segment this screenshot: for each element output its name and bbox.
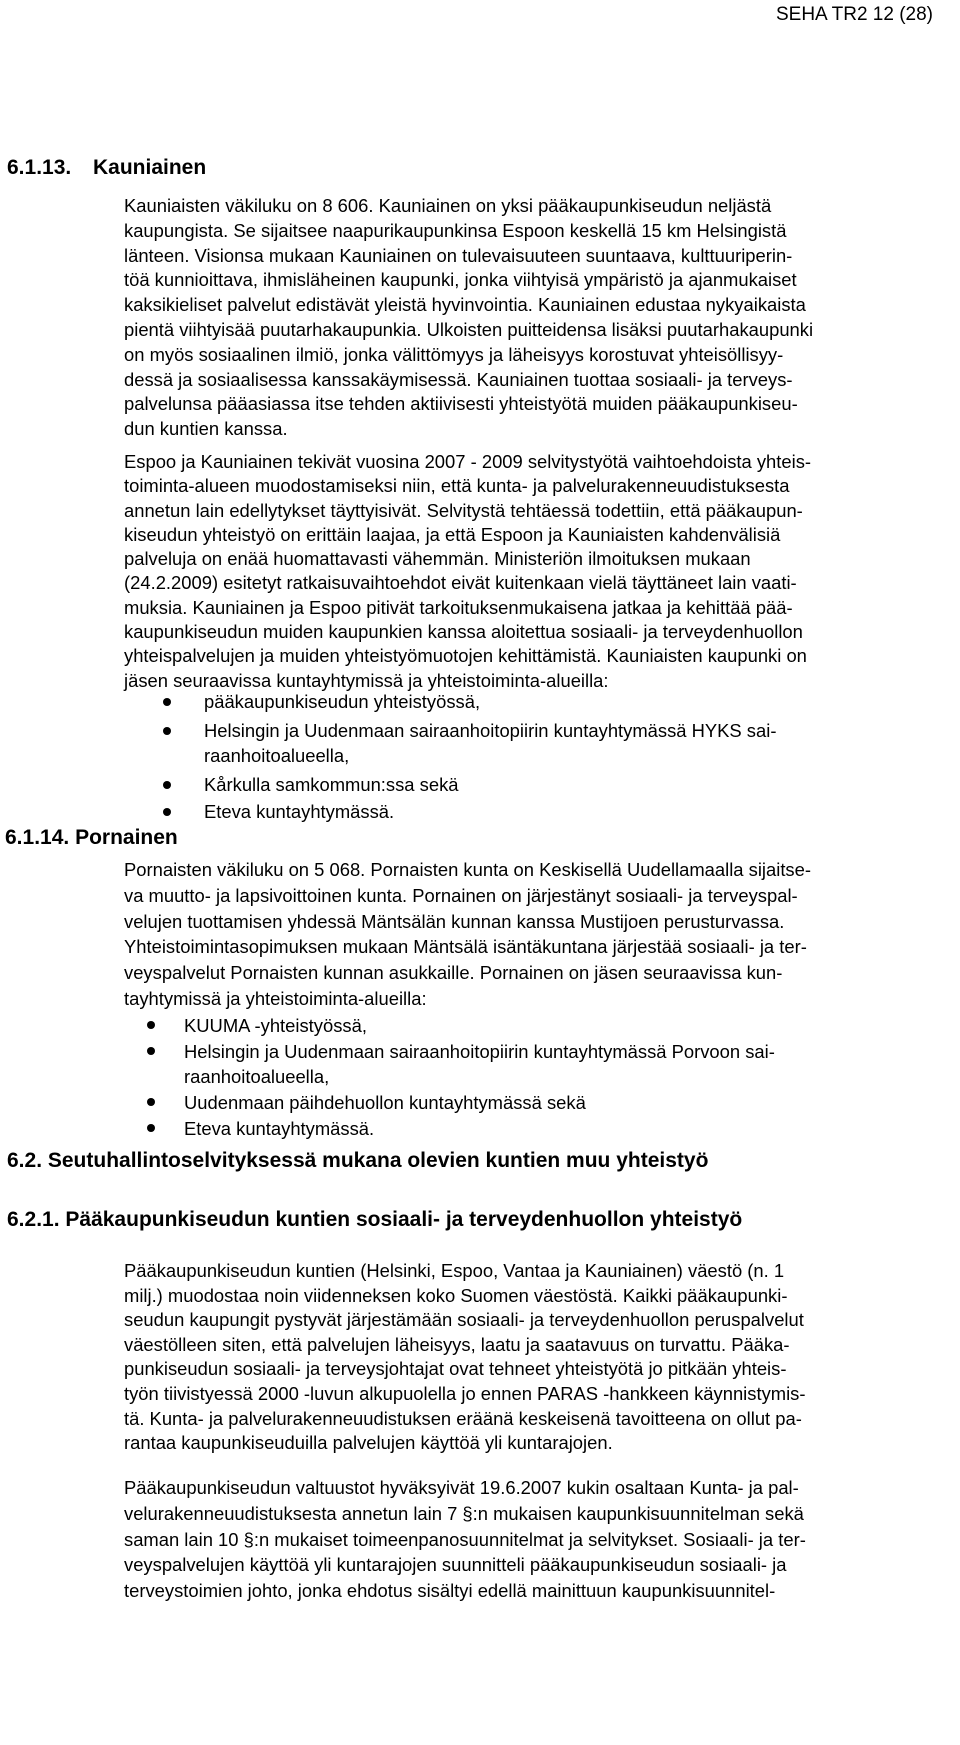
section-heading-6-2 [7,1149,708,1173]
bullet-icon [147,1098,155,1106]
paragraph-capital-region-1 [124,1259,950,1456]
text-line: seudun kaupungit pystyvät järjestämään sosiaali- ja terveydenhuollon peruspalvelut [124,1309,804,1331]
text-line: jäsen seuraavissa kuntayhtymissä ja yhteistoiminta-alueilla: [124,669,609,691]
list-item-text: Kårkulla samkommun:ssa sekä [204,773,459,795]
text-line: Yhteistoimintasopimuksen mukaan Mäntsälä isäntäkuntana järjestää sosiaali- ja ter- [124,936,807,958]
text-line: veyspalvelujen käyttöä yli kuntarajojen suunnitteli pääkaupunkiseudun sosiaali- ja [124,1554,787,1576]
text-line: terveystoimien johto, jonka ehdotus sisältyi edellä mainittuun kaupunkisuunnitel- [124,1580,776,1602]
list-item [147,1039,775,1089]
bullet-icon [163,727,171,735]
paragraph-pornainen [124,857,950,1012]
text-line: työn tiivistyessä 2000 -luvun alkupuolella jo ennen PARAS -hankkeen käynnistymis- [124,1382,806,1404]
section-heading-pornainen [5,826,178,850]
section-title: Seutuhallintoselvityksessä mukana olevien kuntien muu yhteistyö [47,1149,709,1172]
section-title: Pääkaupunkiseudun kuntien sosiaali- ja terveydenhuollon yhteistyö [65,1208,743,1231]
section-number: 6.2.1. [7,1208,60,1231]
paragraph-kauniainen-cooperation [124,450,950,693]
text-line: muksia. Kauniainen ja Espoo pitivät tarkoituksenmukaisena jatkaa ja kehittää pää- [124,596,793,618]
paragraph-kauniainen-intro [124,194,950,442]
text-line: dessä ja sosiaalisessa kanssakäymisessä. Kauniainen tuottaa sosiaali- ja terveys- [124,368,793,390]
text-line: pientä viihtyisää puutarhakaupunkia. Ulkoisten puitteidensa lisäksi puutarhakaupunki [124,318,814,340]
page-header: SEHA TR2 12 (28) [775,4,933,25]
text-line: velujen tuottamisen yhdessä Mäntsälän kunnan kanssa Mustijoen perusturvassa. [124,910,785,932]
section-title: Pornainen [75,826,178,849]
text-line: rantaa kaupunkiseuduilla palvelujen käyttöä yli kuntarajojen. [124,1432,613,1454]
list-item-text: raanhoitoalueella, [184,1066,330,1087]
text-line: annetun lain edellytykset täyttyisivät. Selvitystä tehtäessä todettiin, että pääkaupun- [124,499,803,521]
list-item-text: Helsingin ja Uudenmaan sairaanhoitopiirin kuntayhtymässä Porvoon sai- [184,1041,775,1062]
text-line: milj.) muodostaa noin viidenneksen koko Suomen väestöstä. Kaikki pääkaupunki- [124,1284,788,1306]
section-heading-6-2-1 [7,1208,742,1232]
section-number: 6.1.14. [5,826,70,849]
paragraph-capital-region-2 [124,1475,950,1604]
text-line: Pornaisten väkiluku on 5 068. Pornaisten kunta on Keskisellä Uudellamaalla sijaitse- [124,859,811,880]
list-item [163,800,776,824]
section-heading-kauniainen [7,156,206,180]
list-item [147,1116,775,1141]
text-line: Kauniaisten väkiluku on 8 606. Kauniainen on yksi pääkaupunkiseudun neljästä [124,195,772,216]
text-line: yhteispalvelujen ja muiden yhteistyömuotojen kehittämistä. Kauniaisten kaupunki on [124,645,807,667]
list-item [163,719,776,768]
list-item [163,773,776,797]
text-line: kaupunkiseudun muiden kaupunkien kanssa aloitettua sosiaali- ja terveydenhuollon [124,621,803,643]
text-line: väestölleen siten, että palvelujen läheisyys, laatu ja saatavuus on turvattu. Pääka- [124,1333,790,1355]
bullet-icon [147,1124,155,1132]
text-line: Pääkaupunkiseudun valtuustot hyväksyivät 19.6.2007 kukin osaltaan Kunta- ja pal- [124,1477,799,1498]
bullet-list-pornainen [147,1013,775,1141]
list-item-text: pääkaupunkiseudun yhteistyössä, [204,691,481,712]
text-line: saman lain 10 §:n mukaiset toimeenpanosuunnitelmat ja selvitykset. Sosiaali- ja ter- [124,1528,806,1550]
list-item-text: raanhoitoalueella, [204,744,350,766]
bullet-icon [147,1047,155,1055]
text-line: palveluja on enää huomattavasti vähemmän. Ministeriön ilmoituksen mukaan [124,548,751,570]
text-line: kiseudun yhteistyö on erittäin laajaa, ja että Espoon ja Kauniaisten kahdenvälisiä [124,523,781,545]
text-line: (24.2.2009) esitetyt ratkaisuvaihtoehdot eivät kuitenkaan vielä täyttäneet lain vaati- [124,572,797,594]
text-line: punkiseudun sosiaali- ja terveysjohtajat ovat tehneet yhteistyötä jo pitkään yhteis- [124,1358,787,1380]
text-line: kaksikieliset palvelut edistävät yleistä hyvinvointia. Kauniainen edustaa nykyaikaista [124,294,806,316]
section-number: 6.2. [7,1149,43,1172]
section-number: 6.1.13. [7,156,72,179]
text-line: kaupungista. Se sijaitsee naapurikaupunkinsa Espoon keskellä 15 km Helsingistä [124,219,787,241]
bullet-icon [163,698,171,706]
text-line: toiminta-alueen muodostamiseksi niin, että kunta- ja palvelurakenneuudistuksesta [124,475,790,497]
list-item [147,1013,775,1038]
text-line: dun kuntien kanssa. [124,418,288,440]
text-line: velurakenneuudistuksesta annetun lain 7 §:n mukaisen kaupunkisuunnitelman sekä [124,1502,804,1524]
section-title: Kauniainen [93,156,207,179]
bullet-icon [147,1021,155,1029]
list-item-text: Uudenmaan päihdehuollon kuntayhtymässä sekä [184,1092,586,1113]
text-line: tayhtymissä ja yhteistoiminta-alueilla: [124,987,427,1009]
list-item [147,1090,775,1115]
text-line: veyspalvelut Pornaisten kunnan asukkaille. Pornainen on jäsen seuraavissa kun- [124,962,783,984]
text-line: va muutto- ja lapsivoittoinen kunta. Pornainen on järjestänyt sosiaali- ja terveyspal- [124,884,798,906]
list-item-text: Eteva kuntayhtymässä. [204,801,395,823]
text-line: Espoo ja Kauniainen tekivät vuosina 2007 - 2009 selvitystyötä vaihtoehdoista yhteis- [124,451,812,472]
list-item [163,690,776,714]
text-line: töä kunnioittava, ihmisläheinen kaupunki, jonka viihtyisä ympäristö ja ajanmukaiset [124,269,797,291]
list-item-text: KUUMA -yhteistyössä, [184,1015,367,1036]
text-line: Pääkaupunkiseudun kuntien (Helsinki, Espoo, Vantaa ja Kauniainen) väestö (n. 1 [124,1260,785,1281]
bullet-icon [163,781,171,789]
bullet-list-kauniainen [163,690,776,824]
text-line: palvelunsa pääasiassa itse tehden aktiivisesti yhteistyötä muiden pääkaupunkiseu- [124,393,798,415]
text-line: on myös sosiaalinen ilmiö, jonka välittömyys ja läheisyys korostuvat yhteisöllisyy- [124,343,784,365]
text-line: tä. Kunta- ja palvelurakenneuudistuksen eräänä keskeisenä tavoitteena on ollut pa- [124,1407,802,1429]
list-item-text: Eteva kuntayhtymässä. [184,1118,375,1139]
text-line: länteen. Visionsa mukaan Kauniainen on tulevaisuuteen suuntaava, kulttuuriperin- [124,244,793,266]
bullet-icon [163,808,171,816]
list-item-text: Helsingin ja Uudenmaan sairaanhoitopiirin kuntayhtymässä HYKS sai- [204,720,777,742]
